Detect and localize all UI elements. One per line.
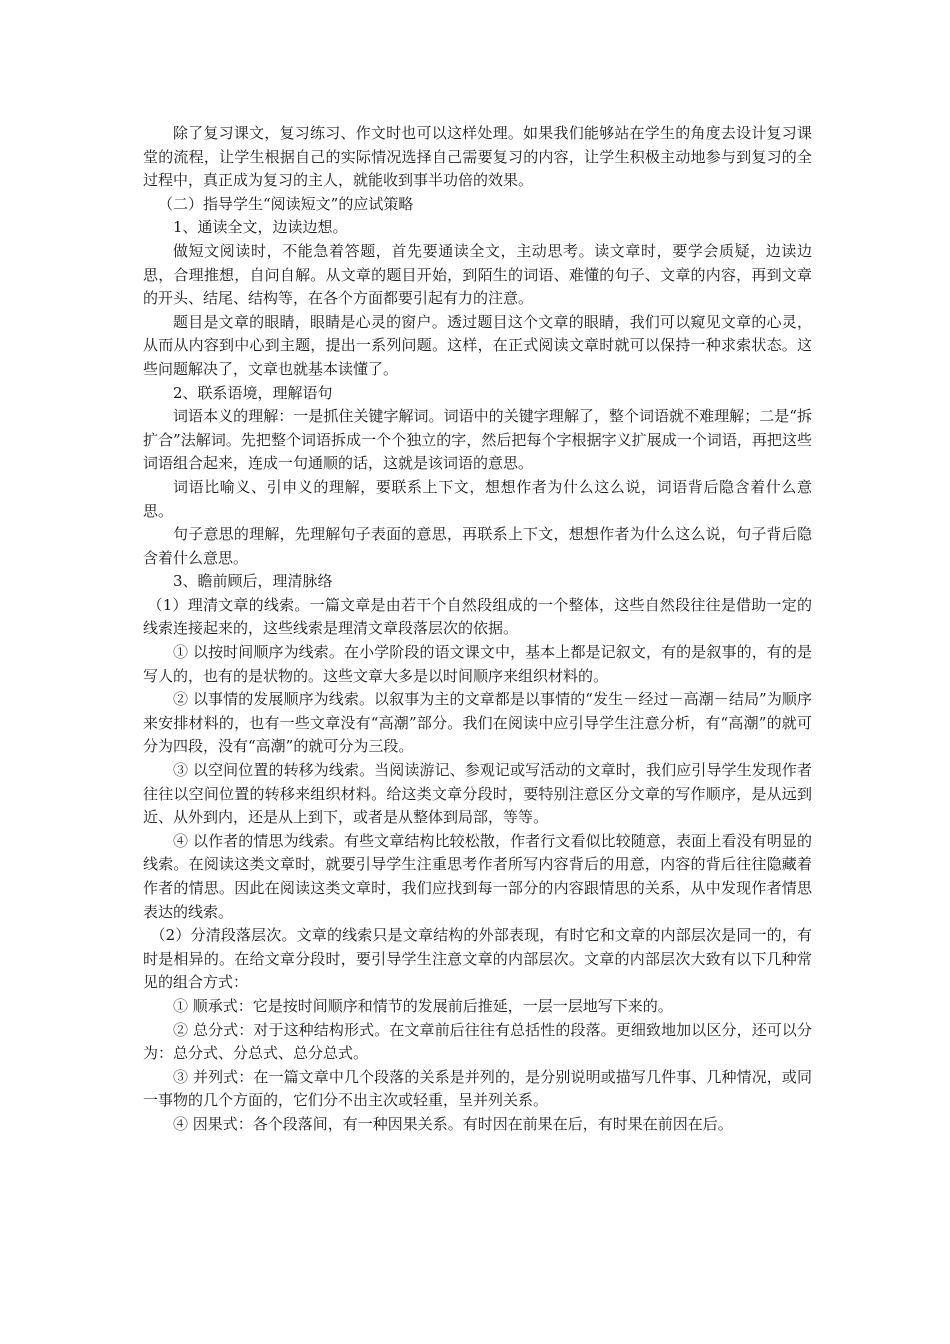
list-item: ② 总分式：对于这种结构形式。在文章前后往往有总括性的段落。更细致地加以区分，还可以分为：总分式、分总式、总分总式。 (143, 1020, 812, 1063)
list-item: ③ 以空间位置的转移为线索。当阅读游记、参观记或写活动的文章时，我们应引导学生发现作者往往以空间位置的转移来组织材料。给这类文章分段时，要特别注意区分文章的写作顺序，是从远到近、从外到内，还是从上到下，或者是从整体到局部，等等。 (143, 761, 812, 827)
paragraph: （2）分清段落层次。文章的线索只是文章结构的外部表现，有时它和文章的内部层次是同一的，有时是相异的。在给文章分段时，要引导学生注意文章的内部层次。文章的内部层次大致有以下几种常见的组合方式： (143, 926, 812, 992)
subheading: 1、通读全文，边读边想。 (173, 218, 348, 237)
list-item: ③ 并列式：在一篇文章中几个段落的关系是并列的，是分别说明或描写几件事、几种情况，或同一事物的几个方面的，它们分不出主次或轻重，呈并列关系。 (143, 1067, 812, 1110)
list-item: ② 以事情的发展顺序为线索。以叙事为主的文章都是以事情的“发生－经过－高潮－结局”为顺序来安排材料的，也有一些文章没有“高潮”部分。我们在阅读中应引导学生注意分析，有“高潮”的就可分为四段，没有“高潮”的就可分为三段。 (143, 690, 812, 756)
list-item: ① 顺承式：它是按时间顺序和情节的发展前后推延，一层一层地写下来的。 (173, 996, 673, 1015)
paragraph: （1）理清文章的线索。一篇文章是由若干个自然段组成的一个整体，这些自然段往往是借助一定的线索连接起来的，这些线索是理清文章段落层次的依据。 (143, 595, 812, 638)
list-item: ① 以按时间顺序为线索。在小学阶段的语文课文中，基本上都是记叙文，有的是叙事的，有的是写人的，也有的是状物的。这些文章大多是以时间顺序来组织材料的。 (143, 643, 812, 685)
list-item: ④ 因果式：各个段落间，有一种因果关系。有时因在前果在后，有时果在前因在后。 (173, 1114, 733, 1133)
subheading: 2、联系语境，理解语句 (173, 383, 333, 402)
paragraph: 做短文阅读时，不能急着答题，首先要通读全文，主动思考。读文章时，要学会质疑，边读边思，合理推想，自问自解。从文章的题目开始，到陌生的词语、难懂的句子、文章的内容，再到文章的开头、结尾、结构等，在各个方面都要引起有力的注意。 (143, 241, 812, 308)
paragraph: 词语比喻义、引申义的理解，要联系上下文，想想作者为什么这么说，词语背后隐含着什么意思。 (143, 477, 812, 520)
paragraph: 词语本义的理解：一是抓住关键字解词。词语中的关键字理解了，整个词语就不难理解；二是“拆扩合”法解词。先把整个词语拆成一个个独立的字，然后把每个字根据字义扩展成一个词语，再把这些词语组合起来，连成一句通顺的话，这就是该词语的意思。 (143, 407, 812, 473)
paragraph: 题目是文章的眼睛，眼睛是心灵的窗户。透过题目这个文章的眼睛，我们可以窥见文章的心灵，从而从内容到中心到主题，提出一系列问题。这样，在正式阅读文章时就可以保持一种求索状态。这些问题解决了，文章也就基本读懂了。 (143, 312, 812, 378)
list-item: ④ 以作者的情思为线索。有些文章结构比较松散，作者行文看似比较随意，表面上看没有明显的线索。在阅读这类文章时，就要引导学生注重思考作者所写内容背后的用意，内容的背后往往隐藏着作者的情思。因此在阅读这类文章时，我们应找到每一部分的内容跟情思的关系，从中发现作者情思表达的线索。 (143, 831, 812, 921)
subheading: 3、瞻前顾后，理清脉络 (173, 572, 333, 591)
section-heading: （二）指导学生“阅读短文”的应试策略 (158, 194, 414, 213)
paragraph: 除了复习课文，复习练习、作文时也可以这样处理。如果我们能够站在学生的角度去设计复习课堂的流程，让学生根据自己的实际情况选择自己需要复习的内容，让学生积极主动地参与到复习的全过程中，真正成为复习的主人，就能收到事半功倍的效果。 (143, 124, 812, 190)
paragraph: 句子意思的理解，先理解句子表面的意思，再联系上下文，想想作者为什么这么说，句子背后隐含着什么意思。 (143, 525, 812, 567)
